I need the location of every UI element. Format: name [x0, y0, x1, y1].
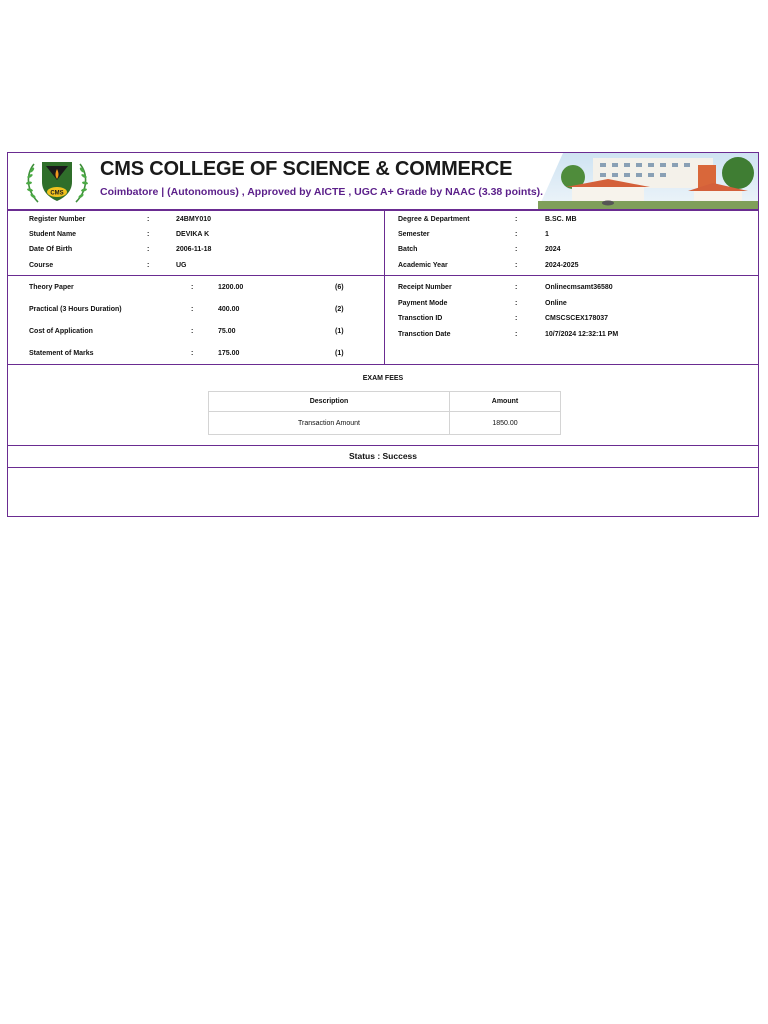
exam-fees-title: EXAM FEES: [362, 375, 404, 382]
separator: :: [515, 300, 518, 307]
column-divider: [384, 209, 385, 275]
separator: :: [191, 350, 194, 357]
fee-breakdown-section: [8, 276, 758, 365]
separator: :: [515, 216, 518, 223]
student-name-label: Student Name: [29, 231, 77, 238]
batch-label: Batch: [398, 246, 418, 253]
separator: :: [191, 284, 194, 291]
transaction-description-cell: Transaction Amount: [209, 412, 450, 435]
payment-status: Status : Success: [348, 451, 418, 461]
date-of-birth-label: Date Of Birth: [29, 246, 73, 253]
transaction-date-label: Transction Date: [398, 331, 451, 338]
register-number-label: Register Number: [29, 216, 86, 223]
course-value: UG: [176, 262, 187, 269]
fee-item-amount: 1200.00: [218, 284, 244, 291]
student-name-value: DEVIKA K: [176, 231, 210, 238]
receipt-number-value: Onlinecmsamt36580: [545, 284, 613, 291]
fee-item-count: (1): [335, 328, 344, 335]
payment-mode-value: Online: [545, 300, 567, 307]
college-name: CMS COLLEGE OF SCIENCE & COMMERCE: [100, 158, 513, 180]
fee-item-amount: 175.00: [218, 350, 240, 357]
payment-mode-label: Payment Mode: [398, 300, 448, 307]
fee-item-label: Statement of Marks: [29, 350, 94, 357]
fee-item-count: (6): [335, 284, 344, 291]
separator: :: [515, 331, 518, 338]
separator: :: [515, 284, 518, 291]
academic-year-value: 2024-2025: [545, 262, 579, 269]
separator: :: [191, 328, 194, 335]
svg-text:CMS: CMS: [50, 190, 64, 197]
table-row: [209, 412, 561, 435]
separator: :: [147, 216, 150, 223]
separator: :: [515, 262, 518, 269]
fee-item-label: Cost of Application: [29, 328, 93, 335]
column-header-description: Description: [209, 392, 450, 412]
exam-fees-section: [8, 365, 758, 446]
separator: :: [515, 315, 518, 322]
semester-value: 1: [545, 231, 549, 238]
fee-item-count: (1): [335, 350, 344, 357]
separator: :: [147, 231, 150, 238]
degree-department-label: Degree & Department: [398, 216, 470, 223]
separator: :: [147, 262, 150, 269]
receipt-number-label: Receipt Number: [398, 284, 452, 291]
college-logo: [22, 156, 92, 206]
transaction-amount-cell: 1850.00: [450, 412, 561, 435]
register-number-value: 24BMY010: [176, 216, 212, 223]
fee-item-label: Practical (3 Hours Duration): [29, 306, 122, 313]
degree-department-value: B.SC. MB: [545, 216, 577, 223]
transaction-id-value: CMSCSCEX178037: [545, 315, 609, 322]
fee-item-amount: 400.00: [218, 306, 240, 313]
fee-item-count: (2): [335, 306, 344, 313]
semester-label: Semester: [398, 231, 430, 238]
exam-fees-table: [208, 391, 561, 435]
college-header: [8, 153, 758, 211]
transaction-date-value: 10/7/2024 12:32:11 PM: [545, 331, 619, 338]
column-divider: [384, 276, 385, 364]
campus-building-image: [538, 153, 758, 209]
course-label: Course: [29, 262, 54, 269]
table-header-row: [209, 392, 561, 412]
separator: :: [515, 246, 518, 253]
fee-item-amount: 75.00: [218, 328, 236, 335]
transaction-id-label: Transction ID: [398, 315, 443, 322]
fee-item-label: Theory Paper: [29, 284, 74, 291]
college-subtitle: Coimbatore | (Autonomous) , Approved by AICTE , UGC A+ Grade by NAAC (3.38 points).: [100, 186, 544, 198]
separator: :: [515, 231, 518, 238]
student-details-section: [8, 209, 758, 276]
fee-receipt: [7, 152, 759, 517]
column-header-amount: Amount: [450, 392, 561, 412]
status-section: [8, 446, 758, 468]
separator: :: [191, 306, 194, 313]
batch-value: 2024: [545, 246, 561, 253]
academic-year-label: Academic Year: [398, 262, 448, 269]
separator: :: [147, 246, 150, 253]
date-of-birth-value: 2006-11-18: [176, 246, 212, 253]
